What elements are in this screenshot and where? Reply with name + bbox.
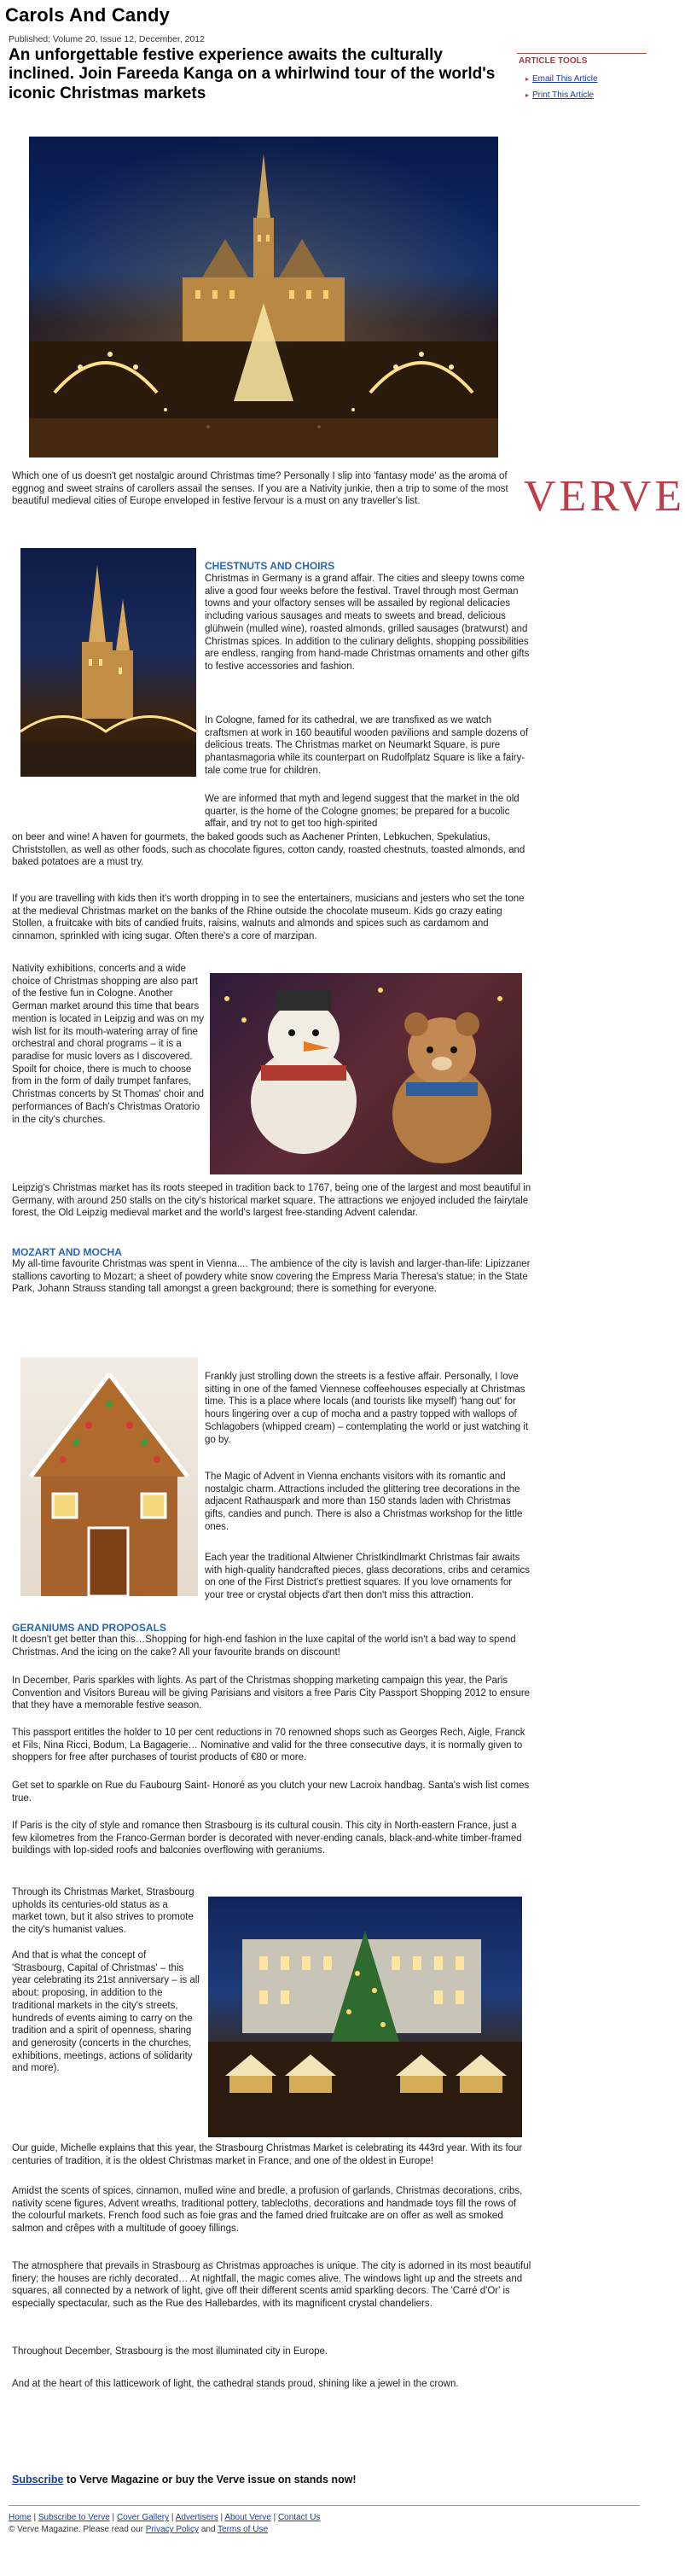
- footer-link-cover-gallery[interactable]: Cover Gallery: [116, 2513, 170, 2522]
- cologne-illustration: [20, 548, 196, 777]
- subscribe-link[interactable]: Subscribe: [12, 2474, 64, 2486]
- headline: An unforgettable festive experience awaits the culturally inclined. Join Fareeda Kanga on a whirlwind tour of the world's iconic Christmas markets: [9, 46, 496, 102]
- vienna-paragraph-4: Each year the traditional Altwiener Christkindlmarkt Christmas fair awaits with high-quality handcrafted pieces, glass decorations, cribs and ceramics on one of the First District's prettiest squares. If you love ornaments for your tree or crystal objects d'art then don't miss this attraction.: [205, 1553, 530, 1601]
- subscribe-text: to Verve Magazine or buy the Verve issue on stands now!: [63, 2474, 357, 2486]
- france-paragraph-2: In December, Paris sparkles with lights. As part of the Christmas shopping marketing campaign this year, the Paris Convention and Visitors Bureau will be giving Parisians and visitors a free Paris City Passport Shopping 2012 to ensure that they have a memorable festive season.: [12, 1676, 531, 1711]
- intro-paragraph: Which one of us doesn't get nostalgic around Christmas time? Personally I slip into 'fantasy mode' as the aroma of eggnog and sweet strains of carollers assail the senses. If you are a Nativity junkie, then a trip to some of the most beautiful medieval cities of Europe enveloped in festive fervour is a must on any traveller's list.: [12, 471, 508, 507]
- section-heading-geraniums-and-proposals: GERANIUMS AND PROPOSALS: [12, 1622, 166, 1634]
- privacy-policy-link[interactable]: Privacy Policy: [145, 2525, 200, 2534]
- germany-paragraph-1: Christmas in Germany is a grand affair. The cities and sleepy towns come alive a good four weeks before the festival. Travel through most German towns and your olfactory senses will be assailed by regional delicacies including various sausages and meats to sweets and bread, delicious glühwein (mulled wine), roasted almonds, grilled sausages (bratwurst) and Christmas spices. In addition to the culinary delights, shopping possibilities are endless, ranging from hand-made Christmas ornaments and other gifts to festive accessories and fashion.: [205, 574, 530, 673]
- vienna-paragraph-2: Frankly just strolling down the streets is a festive affair. Personally, I love sitting in one of the famed Viennese coffeehouses especially at Christmas time. This is a place where locals (and tourists like myself) 'hang out' for hours lingering over a cup of mocha and a pastry topped with wallops of Schlagobers (whipped cream) – contemplating the world or just watching it go by.: [205, 1372, 529, 1445]
- footer-link-contact[interactable]: Contact Us: [277, 2513, 321, 2522]
- france-paragraph-6: Through its Christmas Market, Strasbourg upholds its centuries-old status as a market town, but it also strives to promote the city's humanist values.: [12, 1887, 194, 1936]
- france-paragraph-1: It doesn't get better than this…Shopping for high-end fashion in the luxe capital of the world isn't a bad way to spend Christmas. And the icing on the cake? All your favourite brands on discount!: [12, 1635, 516, 1658]
- article-tools: [517, 53, 647, 104]
- footer-link-subscribe[interactable]: Subscribe to Verve: [38, 2513, 110, 2522]
- verve-logo: VERVE: [524, 472, 685, 521]
- germany-paragraph-3b: on beer and wine! A haven for gourmets, the baked goods such as Aachener Printen, Lebkuchen, Spekulatius, Christstollen, as well as other foods, such as chocolate figures, cotton candy, roasted chestnuts, toasted almonds, and baked potatoes are a must try.: [12, 832, 525, 868]
- email-article-link-item: [525, 71, 647, 88]
- germany-paragraph-4: If you are travelling with kids then it's worth dropping in to see the entertainers, musicians and jesters who set the tone at the medieval Christmas market on the banks of the Rhine outside the chocolate museum. Kids go crazy eating Stollen, a fruitcake with bits of candied fruits, raisins, walnuts and almonds and spices such as cardamom and cinnamon, sprinkled with icing sugar. Often there's a core of marzipan.: [12, 894, 525, 942]
- germany-paragraph-6: Leipzig's Christmas market has its roots steeped in tradition back to 1767, being one of the largest and most beautiful in Germany, with around 250 stalls on the city's historical market square. The attractions we enjoyed included the fairytale forest, the Old Leipzig medieval market and the world's largest free-standing Advent calendar.: [12, 1183, 531, 1219]
- strasbourg-illustration: [208, 1897, 522, 2137]
- footer-link-advertisers[interactable]: Advertisers: [175, 2513, 218, 2522]
- article-tools-title: ARTICLE TOOLS: [519, 56, 588, 66]
- france-paragraph-11: Throughout December, Strasbourg is the most illuminated city in Europe.: [12, 2346, 328, 2357]
- gingerbread-illustration: [20, 1357, 198, 1615]
- hero-photo-vienna-market: [29, 137, 498, 458]
- germany-paragraph-5: Nativity exhibitions, concerts and a wide choice of Christmas shopping are also part of the festive fun in Cologne. Another German market around this time that bears mention is located in Leipzig and was on my wish list for its mouth-watering array of fine orchestral and choral programs – it is a paradise for music lovers as I discovered. Spoilt for choice, there is much to choose from in the form of daily trumpet fanfares, Christmas concerts by St Thomas' choir and performances of Bach's Christmas Oratorio in the city's churches.: [12, 964, 205, 1125]
- subscribe-line: [12, 2473, 357, 2486]
- email-article-link[interactable]: Email This Article: [532, 73, 598, 84]
- hero-illustration: [29, 137, 498, 458]
- france-paragraph-8: Our guide, Michelle explains that this year, the Strasbourg Christmas Market is celebrating its 443rd year. With its four centuries of tradition, it is the oldest Christmas market in France, and one of the oldest in Europe!: [12, 2143, 523, 2166]
- footer-link-home[interactable]: Home: [9, 2513, 32, 2522]
- france-paragraph-12: And at the heart of this latticework of light, the cathedral stands proud, shining like a jewel in the crown.: [12, 2379, 459, 2389]
- print-article-link[interactable]: Print This Article: [532, 90, 595, 101]
- section-heading-chestnuts-and-choirs: CHESTNUTS AND CHOIRS: [205, 560, 335, 572]
- terms-of-use-link[interactable]: Terms of Use: [218, 2525, 269, 2534]
- france-paragraph-3: This passport entitles the holder to 10 per cent reductions in 70 renowned shops such as Georges Rech, Aigle, Franck et Fils, Nina Ricci, Bodum, La Bagagerie… Nominative and valid for the three consecutive days, it is normally given to shoppers for free after purchases of tourist products of €80 or more.: [12, 1728, 525, 1763]
- vienna-paragraph-1: My all-time favourite Christmas was spent in Vienna.... The ambience of the city is lavish and larger-than-life: Lipizzaner stallions cavorting to Mozart; a sheet of powdery white snow covering the Empress Maria Theresa's statue; in the State Park, Johann Strauss standing tall amongst a green background; there is something for everyone.: [12, 1259, 531, 1295]
- germany-paragraph-3a: We are informed that myth and legend suggest that the market in the old quarter, is the home of the Cologne gnomes; be prepared for a bucolic affair, and try not to get too high-spirited: [205, 794, 520, 830]
- footer-link-about[interactable]: About Verve: [224, 2513, 271, 2522]
- vienna-paragraph-3: The Magic of Advent in Vienna enchants visitors with its romantic and nostalgic charm. Attractions included the glittering tree decorations in the adjacent Rathauspark and more than 150 stands laden with Christmas gifts, candies and punch. There is also a Christmas workshop for the little ones.: [205, 1472, 523, 1532]
- france-paragraph-4: Get set to sparkle on Rue du Faubourg Saint- Honoré as you clutch your new Lacroix handbag. Santa's wish list comes true.: [12, 1780, 530, 1804]
- copyright-text: © Verve Magazine. Please read our: [9, 2525, 146, 2534]
- section-heading-mozart-and-mocha: MOZART AND MOCHA: [12, 1246, 122, 1258]
- photo-gingerbread-house: [20, 1357, 198, 1615]
- photo-cologne-cathedral: [20, 548, 196, 777]
- publish-info: Published: Volume 20, Issue 12, December, 2012: [9, 34, 205, 44]
- site-title: Carols And Candy: [5, 4, 171, 26]
- footer-copyright: [9, 2525, 268, 2536]
- photo-strasbourg-market: [208, 1897, 522, 2137]
- footer-divider: [9, 2505, 640, 2506]
- germany-paragraph-2: In Cologne, famed for its cathedral, we are transfixed as we watch craftsmen at work in 160 beautiful wooden pavilions and sample dozens of delicious treats. The Christmas market on Neumarkt Square, is pure phantasmagoria while its counterpart on Rudolfplatz Square is like a fairy-tale come true for children.: [205, 715, 529, 776]
- copyright-and: and: [199, 2525, 218, 2534]
- toys-illustration: [210, 973, 522, 1174]
- france-paragraph-9: Amidst the scents of spices, cinnamon, mulled wine and bredle, a profusion of garlands, Christmas decorations, cribs, nativity scene figures, Advent wreaths, traditional pottery, tablecloths, decorations and handmade toys fill the rows of the colourful markets. French food such as foie gras and the famed dried fruitcake are on offer as well as smoked salmon and crêpes with a multitude of gooey fillings.: [12, 2186, 523, 2235]
- france-paragraph-10: The atmosphere that prevails in Strasbourg as Christmas approaches is unique. The city is adorned in its most beautiful finery; the houses are richly decorated… At nightfall, the magic comes alive. The windows light up and the streets and squares, all connected by a network of light, give off their different scents amid sparkling decors. The 'Carré d'Or' is especially spectacular, such as the Rue des Hallebardes, with its magnificent crystal chandeliers.: [12, 2261, 531, 2310]
- photo-snowman-teddy-bears: [210, 973, 522, 1174]
- print-article-link-item: [525, 87, 647, 104]
- footer-links: Home | Subscribe to Verve | Cover Gallery | Advertisers | About Verve | Contact Us: [9, 2513, 321, 2522]
- france-paragraph-7: And that is what the concept of 'Strasbourg, Capital of Christmas' – this year celebrating its 21st anniversary – is all about: proposing, in addition to the traditional markets in the city's streets, hundreds of events aiming to carry on the tradition and a spirit of openness, sharing and generosity (concerts in the churches, exhibitions, meetings, actions of solidarity and more).: [12, 1950, 200, 2074]
- france-paragraph-5: If Paris is the city of style and romance then Strasbourg is its cultural cousin. This city in North-eastern France, just a few kilometres from the Franco-German border is decorated with never-ending canals, black-and-white timber-framed buildings with lop-sided roofs and balconies overflowing with geraniums.: [12, 1821, 522, 1856]
